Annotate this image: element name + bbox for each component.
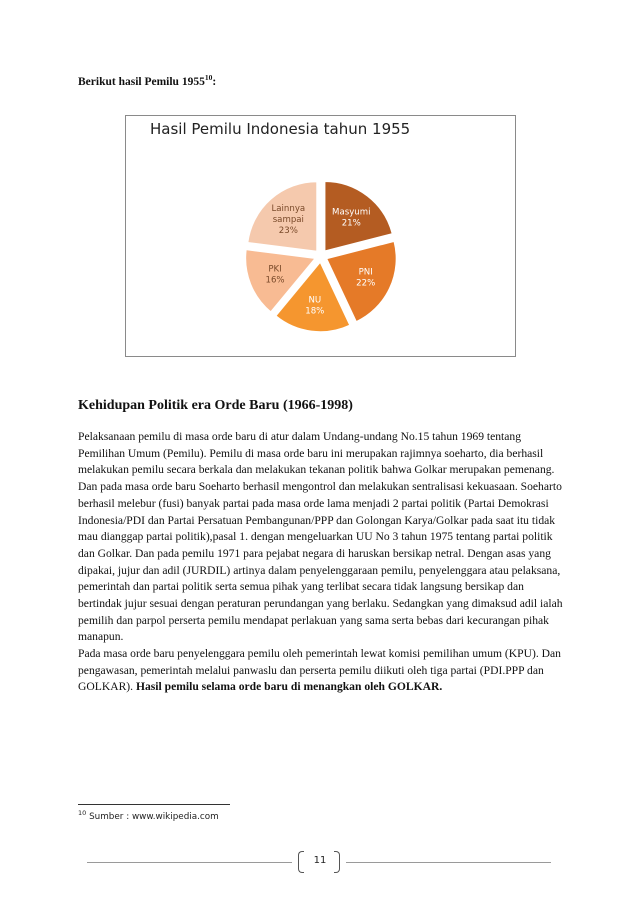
chart-title: Hasil Pemilu Indonesia tahun 1955 [150, 120, 411, 138]
page-bracket-right [334, 851, 340, 873]
pie-chart [125, 115, 516, 357]
paragraph-2 [78, 646, 568, 696]
pie-label-nu: NU 18% [305, 295, 325, 317]
intro-line [78, 73, 217, 88]
footnote-text: Sumber : www.wikipedia.com [86, 812, 219, 822]
footnote-number: 10 [78, 809, 87, 818]
intro-colon: : [212, 76, 217, 88]
pie-label-pni: PNI 22% [356, 267, 376, 289]
footnote-ref: 10 [204, 73, 213, 83]
footnote-divider [78, 804, 230, 805]
pie-label-lainnya-sampai: Lainnya sampai 23% [271, 203, 306, 236]
paragraph-1: Pelaksanaan pemilu di masa orde baru di atur dalam Undang-undang No.15 tahun 1969 tentang Pemilihan Umum (Pemilu). Pemilu di masa orde baru ini merupakan rajimnya soeharto, dia berhasil melakukan pemilu secara berkala dan melakukan tekanan politik bahwa Golkar merupakan pemenang. Dan pada masa orde baru Soeharto berhasil mengontrol dan melakukan sentralisasi kekuasaan. Soeharto berhasil melebur (fusi) banyak partai pada masa orde lama menjadi 2 partai politik (Partai Demokrasi Indonesia/PDI dan Partai Persatuan Pembangunan/PPP dan Golongan Karya/Golkar pada saat itu tidak mau dianggap partai politik),pasal 1. dengan mengeluarkan UU No 3 tahun 1975 tentang partai politik dan Golkar. Dan pada pemilu 1971 para pejabat negara di haruskan bersikap netral. Dengan asas yang dipakai, jujur dan adil (JURDIL) artinya dalam penyelenggaraan pemilu, penyelenggara atau pelaksana, pemerintah dan partai politik serta semua pihak yang terlibat secara tidak langsung bersikap dan bertindak jujur sesuai dengan peraturan perundangan yang berlaku. Sedangkan yang dimaksud adil ialah pemilih dan parpol perserta pemilu mendapat perlakuan yang sama serta bebas dari kecurangan pihak manapun. [78, 430, 563, 644]
pie-label-pki: PKI 16% [265, 264, 285, 286]
page-number: 11 [313, 855, 327, 866]
footer-line-right [346, 862, 551, 863]
section-heading: Kehidupan Politik era Orde Baru (1966-1998) [78, 398, 353, 413]
pie-label-masyumi: Masyumi 21% [332, 207, 371, 229]
footer-line-left [87, 862, 292, 863]
intro-text: Berikut hasil Pemilu 1955 [78, 76, 205, 88]
paragraph-2-bold: Hasil pemilu selama orde baru di menangkan oleh GOLKAR. [135, 680, 443, 694]
footnote [78, 809, 219, 822]
paragraph-2-text: Pada masa orde baru penyelenggara pemilu oleh pemerintah lewat komisi pemilihan umum (KPU). Dan pengawasan, pemerintah melalui panwaslu dan perserta pemilu diikuti oleh tiga partai (PDI.PPP dan GOLKAR). [78, 647, 561, 694]
